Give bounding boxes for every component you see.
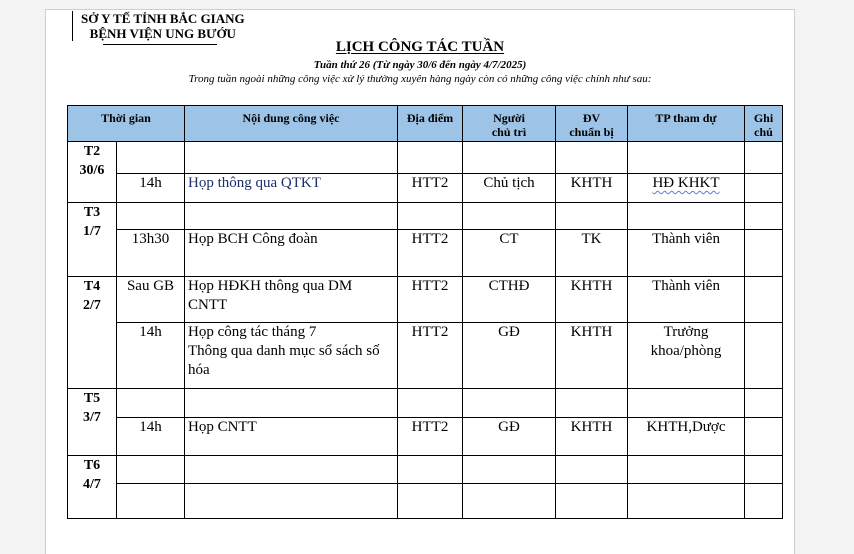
content-cell: Họp CNTT [185,418,398,456]
prep-cell: KHTH [556,174,628,203]
org-line-1: SỞ Y TẾ TỈNH BẮC GIANG [81,11,245,26]
time-cell: 14h [117,323,185,389]
note-cell [745,418,783,456]
content-cell: Họp HĐKH thông qua DM CNTT [185,277,398,323]
day-label: T3 [83,205,101,220]
schedule-table [67,105,783,519]
chair-cell: GĐ [463,418,556,456]
attend-text: HĐ KHKT [652,175,720,191]
content-line-2: Thông qua danh mục sổ sách số hóa [188,343,380,378]
header-chuan-bi-1: ĐV [582,111,601,125]
day-label: T6 [83,458,101,473]
header-thoi-gian: Thời gian [68,106,185,142]
time-cell: 14h [117,418,185,456]
header-chuan-bi-2: chuẩn bị [569,125,614,139]
prep-cell: KHTH [556,418,628,456]
header-ghi-chu-2: chú [754,125,773,139]
header-ghi-chu [745,106,783,142]
header-dia-diem: Địa điểm [398,106,463,142]
table-row [68,203,783,230]
day-cell-t3 [68,203,117,277]
prep-cell: KHTH [556,323,628,389]
note-cell [745,174,783,203]
attend-cell: Thành viên [628,230,745,277]
table-row [68,230,783,277]
header-chu-tri [463,106,556,142]
header-noi-dung: Nội dung công việc [185,106,398,142]
table-row [68,456,783,484]
table-row [68,277,783,323]
note-cell [745,277,783,323]
time-cell: 14h [117,174,185,203]
table-row [68,389,783,418]
day-date: 3/7 [83,410,101,425]
chair-cell: Chủ tịch [463,174,556,203]
table-row [68,174,783,203]
document-title: LỊCH CÔNG TÁC TUẦN [335,39,505,55]
place-cell: HTT2 [398,230,463,277]
place-cell: HTT2 [398,277,463,323]
attend-cell: Thành viên [628,277,745,323]
time-cell: Sau GB [117,277,185,323]
content-line-1: Họp công tác tháng 7 [188,324,317,340]
day-date: 1/7 [83,224,101,239]
content-cell [185,323,398,389]
chair-cell: CT [463,230,556,277]
day-cell-t6 [68,456,117,519]
content-cell: Họp thông qua QTKT [185,174,398,203]
content-cell: Họp BCH Công đoàn [185,230,398,277]
day-label: T2 [83,144,101,159]
prep-cell: TK [556,230,628,277]
day-label: T4 [83,279,101,294]
document-intro: Trong tuần ngoài những công việc xử lý thường xuyên hàng ngày còn có những công việc chính như sau: [188,73,652,85]
table-row [68,484,783,519]
header-chuan-bi [556,106,628,142]
organization-header [72,11,245,41]
place-cell: HTT2 [398,174,463,203]
org-line-2: BỆNH VIỆN UNG BƯỚU [89,26,236,41]
day-label: T5 [83,391,101,406]
note-cell [745,323,783,389]
day-cell-t2 [68,142,117,203]
day-cell-t5 [68,389,117,456]
time-cell: 13h30 [117,230,185,277]
day-date: 30/6 [79,163,105,178]
table-row [68,418,783,456]
document-page [45,9,795,554]
attend-cell: KHTH,Dược [628,418,745,456]
header-tham-du: TP tham dự [628,106,745,142]
prep-cell: KHTH [556,277,628,323]
note-cell [745,230,783,277]
chair-cell: CTHĐ [463,277,556,323]
place-cell: HTT2 [398,323,463,389]
attend-cell: Trưởng khoa/phòng [628,323,745,389]
day-date: 2/7 [83,298,101,313]
attend-cell [628,174,745,203]
table-header-row [68,106,783,142]
header-chu-tri-1: Người [493,111,525,125]
document-subtitle: Tuần thứ 26 (Từ ngày 30/6 đến ngày 4/7/2025) [313,59,527,71]
header-ghi-chu-1: Ghi [753,111,774,125]
chair-cell: GĐ [463,323,556,389]
day-cell-t4 [68,277,117,389]
table-row [68,323,783,389]
table-row [68,142,783,174]
header-chu-tri-2: chủ trì [491,125,527,139]
place-cell: HTT2 [398,418,463,456]
day-date: 4/7 [83,477,101,492]
